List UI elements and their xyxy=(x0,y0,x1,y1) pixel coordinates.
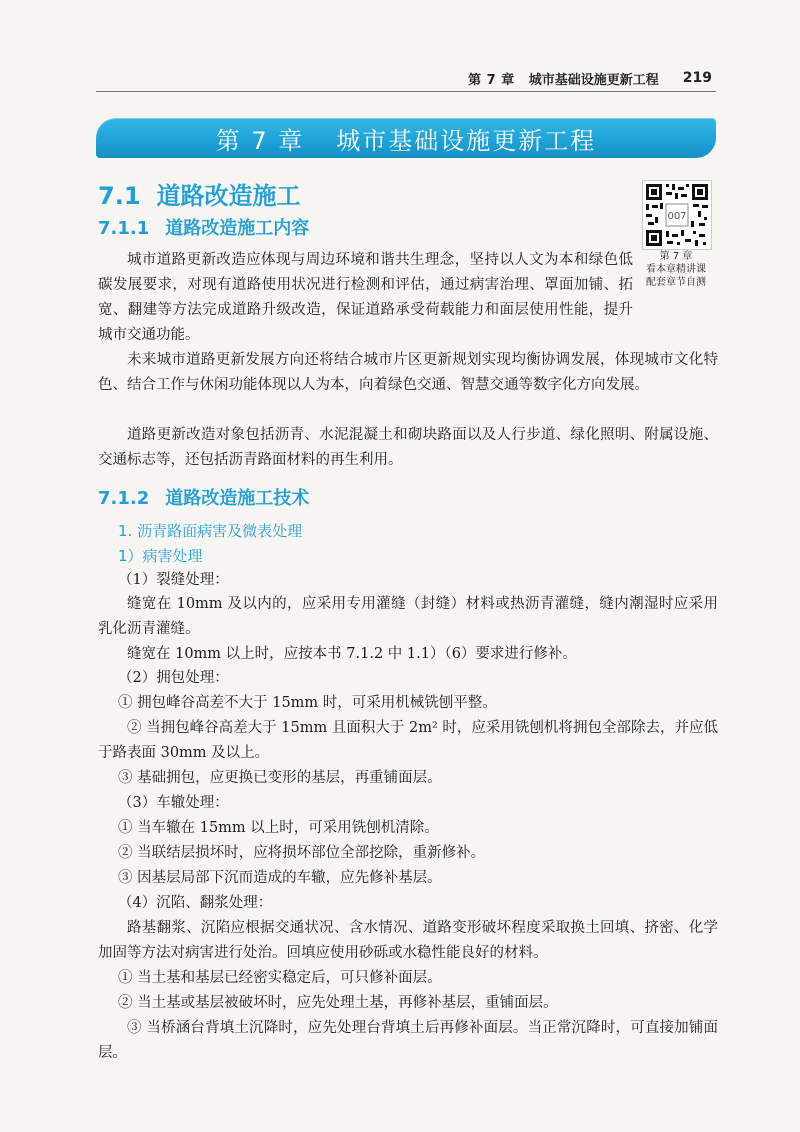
banner-chapter: 第 7 章 xyxy=(215,126,305,155)
heading-asphalt-disease: 1. 沥青路面病害及微表处理 xyxy=(118,522,303,540)
subsection-title: 道路改造施工技术 xyxy=(165,488,310,509)
crack-paragraph-1: 缝宽在 10mm 及以内的，应采用专用灌缝（封缝）材料或热沥青灌缝，缝内潮湿时应采用乳化沥青灌缝。 xyxy=(98,596,718,637)
banner-title: 城市基础设施更新工程 xyxy=(336,126,597,155)
heading-disease-treatment: 1）病害处理 xyxy=(118,547,203,565)
header-rule xyxy=(96,91,716,92)
rut-item-2: ② 当联结层损坏时，应将损坏部位全部挖除，重新修补。 xyxy=(118,845,486,861)
bulge-item-1: ① 拥包峰谷高差不大于 15mm 时，可采用机械铣刨平整。 xyxy=(118,695,497,711)
bulge-item-2: ② 当拥包峰谷高差大于 15mm 且面积大于 2m² 时，应采用铣刨机将拥包全部除去，并应低于路表面 30mm 及以上。 xyxy=(98,720,718,761)
header-chapter: 第 7 章 xyxy=(468,72,515,88)
rut-item-3: ③ 因基层局部下沉而造成的车辙，应先修补基层。 xyxy=(118,870,442,886)
section-title: 道路改造施工 xyxy=(156,182,301,210)
qr-code-label: 007 xyxy=(667,211,687,222)
paragraph-intro: 城市道路更新改造应体现与周边环境和谐共生理念，坚持以人文为本和绿色低碳发展要求，对现有道路使用状况进行检测和评估，通过病害治理、罩面加铺、拓宽、翻建等方法完成道路升级改造，保证道路承受荷载能力和面层使用性能，提升城市交通功能。 xyxy=(98,252,633,343)
sink-title: （4）沉陷、翻浆处理： xyxy=(118,895,273,911)
qr-caption-lecture: 看本章精讲课 xyxy=(646,264,706,275)
qr-code-icon[interactable] xyxy=(642,180,712,250)
subsection-heading-7-1-1 xyxy=(98,214,309,240)
section-number: 7.1 xyxy=(98,182,141,210)
sink-paragraph: 路基翻浆、沉陷应根据交通状况、含水情况、道路变形破坏程度采取换土回填、挤密、化学加固等方法对病害进行处治。回填应使用砂砾或水稳性能良好的材料。 xyxy=(98,920,718,961)
section-heading xyxy=(98,176,301,211)
subsection-title: 道路改造施工内容 xyxy=(165,218,310,239)
sink-item-3: ③ 当桥涵台背填土沉降时，应先处理台背填土后再修补面层。当正常沉降时，可直接加铺面层。 xyxy=(98,1020,718,1061)
sink-item-1: ① 当土基和基层已经密实稳定后，可只修补面层。 xyxy=(118,970,442,986)
crack-title: （1）裂缝处理： xyxy=(118,572,229,588)
paragraph-future: 未来城市道路更新发展方向还将结合城市片区更新规划实现均衡协调发展，体现城市文化特色、结合工作与休闲功能体现以人为本，向着绿色交通、智慧交通等数字化方向发展。 xyxy=(98,352,718,393)
rut-item-1: ① 当车辙在 15mm 以上时，可采用铣刨机清除。 xyxy=(118,820,439,836)
qr-caption-chapter: 第 7 章 xyxy=(659,251,693,262)
qr-caption-test: 配套章节自测 xyxy=(646,277,706,288)
sink-item-2: ② 当土基或基层被破坏时，应先处理土基，再修补基层，重铺面层。 xyxy=(118,995,558,1011)
paragraph-scope: 道路更新改造对象包括沥青、水泥混凝土和砌块路面以及人行步道、绿化照明、附属设施、交通标志等，还包括沥青路面材料的再生利用。 xyxy=(98,427,718,468)
chapter-banner xyxy=(96,118,716,158)
subsection-heading-7-1-2 xyxy=(98,484,309,510)
bulge-title: （2）拥包处理： xyxy=(118,670,229,686)
running-header xyxy=(0,66,712,90)
crack-paragraph-2: 缝宽在 10mm 以上时，应按本书 7.1.2 中 1.1）（6）要求进行修补。 xyxy=(127,646,577,662)
bulge-item-3: ③ 基础拥包，应更换已变形的基层，再重铺面层。 xyxy=(118,770,442,786)
rut-title: （3）车辙处理： xyxy=(118,795,229,811)
page-number: 219 xyxy=(682,70,712,86)
subsection-number: 7.1.1 xyxy=(98,218,150,239)
subsection-number: 7.1.2 xyxy=(98,488,150,509)
header-title: 城市基础设施更新工程 xyxy=(528,72,659,88)
qr-caption xyxy=(630,250,722,289)
